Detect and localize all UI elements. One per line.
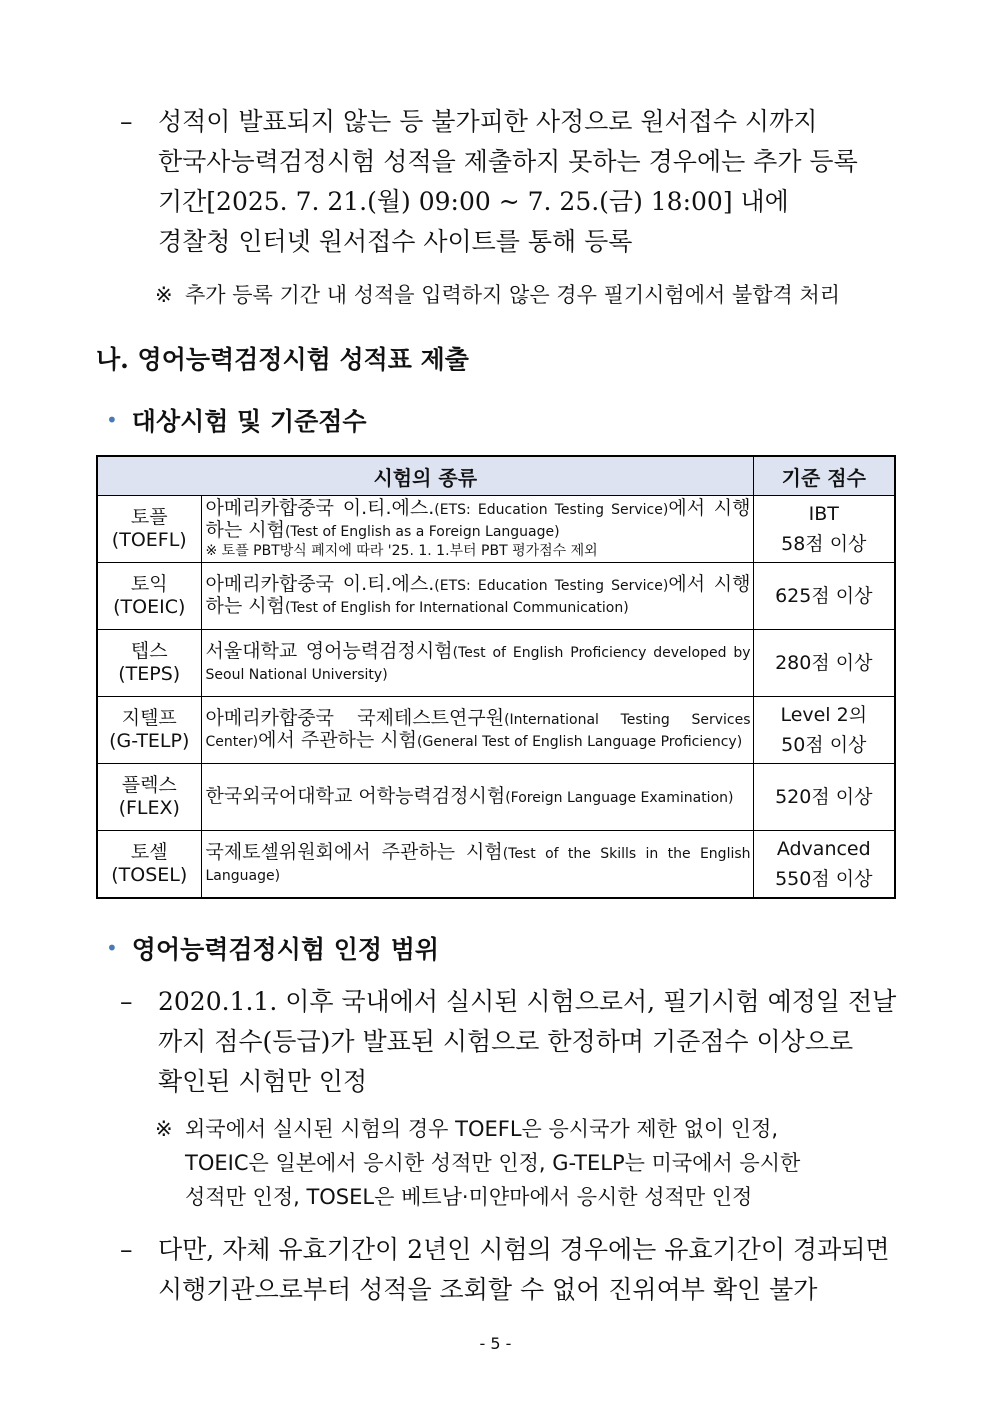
desc-en: (International Testing Services Center) (205, 712, 751, 750)
exam-name-cell (97, 563, 201, 630)
range-paragraph-2 (120, 1230, 898, 1310)
intro-note (155, 278, 895, 312)
desc-ko: 아메리카합중국 이.티.에스. (205, 573, 435, 595)
exam-name: 텝스 (130, 640, 168, 662)
range-note-line: 외국에서 실시된 시험의 경우 TOEFL은 응시국가 제한 없이 인정, (185, 1117, 779, 1141)
exam-abbr: (TOEIC) (113, 596, 186, 618)
desc-en2: (Test of English for International Communication) (284, 600, 629, 616)
exam-name-cell (97, 630, 201, 697)
intro-paragraph (120, 102, 898, 262)
range-note-line: TOEIC은 일본에서 응시한 성적만 인정, G-TELP는 미국에서 응시한 (185, 1151, 801, 1175)
subheading-text: 영어능력검정시험 인정 범위 (131, 935, 440, 964)
desc-ko: 아메리카합중국 국제테스트연구원 (205, 707, 505, 729)
bullet-icon: • (106, 408, 118, 432)
score-cell (753, 764, 895, 831)
exam-name: 플렉스 (121, 774, 177, 796)
exam-name: 지텔프 (121, 707, 177, 729)
exam-abbr: (FLEX) (118, 797, 180, 819)
subheading-recognition-range (106, 930, 439, 966)
score-cell (753, 697, 895, 764)
intro-line: 경찰청 인터넷 원서접수 사이트를 통해 등록 (158, 227, 633, 256)
exam-desc-cell (201, 764, 753, 831)
score-cell (753, 630, 895, 697)
subheading-target-exams (106, 402, 367, 438)
exam-name: 토셀 (130, 840, 168, 863)
score-cell (753, 831, 895, 898)
intro-line: 성적이 발표되지 않는 등 불가피한 사정으로 원서접수 시까지 (158, 107, 818, 136)
score-line: 58점 이상 (781, 533, 867, 555)
table-row (97, 697, 895, 764)
desc-en: (Test of the Skills in the English Language) (205, 845, 751, 884)
exam-name-cell (97, 764, 201, 831)
exam-abbr: (G-TELP) (109, 730, 190, 752)
score-line: 280점 이상 (775, 652, 873, 674)
exam-abbr: (TOSEL) (111, 863, 188, 886)
range-note-line: 성적만 인정, TOSEL은 베트남·미얀마에서 응시한 성적만 인정 (185, 1185, 753, 1209)
table-row (97, 831, 895, 898)
exam-name-cell (97, 697, 201, 764)
desc-note: ※ 토플 PBT방식 폐지에 따라 '25. 1. 1.부터 PBT 평가점수 제외 (205, 543, 598, 559)
exam-abbr: (TOEFL) (111, 529, 187, 551)
table-header-row (97, 456, 895, 496)
exam-desc-cell (201, 563, 753, 630)
score-line: 520점 이상 (775, 786, 873, 808)
dash-mark: – (120, 1235, 133, 1264)
intro-line: 한국사능력검정시험 성적을 제출하지 못하는 경우에는 추가 등록 (158, 147, 858, 176)
dash-mark: – (120, 107, 133, 136)
header-exam-type: 시험의 종류 (97, 456, 753, 496)
table-row (97, 764, 895, 831)
desc-en2: (Test of English as a Foreign Language) (284, 524, 560, 540)
desc-en: (Foreign Language Examination) (505, 790, 734, 806)
range-note (155, 1112, 895, 1214)
desc-ko2: 에서 주관하는 시험 (258, 729, 418, 751)
score-cell (753, 563, 895, 630)
score-line: 50점 이상 (781, 734, 867, 756)
table-row (97, 496, 895, 563)
score-line: 550점 이상 (775, 867, 873, 890)
desc-ko: 국제토셀위원회에서 주관하는 시험 (205, 840, 503, 863)
note-mark: ※ (155, 283, 173, 307)
exam-abbr: (TEPS) (118, 663, 181, 685)
exam-desc-cell (201, 831, 753, 898)
desc-ko: 서울대학교 영어능력검정시험 (205, 640, 453, 662)
exam-score-table (96, 455, 896, 899)
exam-desc-cell (201, 697, 753, 764)
score-line: Level 2의 (780, 704, 868, 726)
desc-en: (ETS: Education Testing Service) (434, 578, 669, 594)
table-row (97, 630, 895, 697)
intro-line: 기간[2025. 7. 21.(월) 09:00 ~ 7. 25.(금) 18:00] 내에 (158, 187, 789, 216)
score-line: IBT (808, 503, 839, 525)
exam-name: 토플 (130, 506, 168, 528)
range-line: 다만, 자체 유효기간이 2년인 시험의 경우에는 유효기간이 경과되면 (158, 1235, 890, 1264)
range-line: 시행기관으로부터 성적을 조회할 수 없어 진위여부 확인 불가 (158, 1275, 818, 1304)
score-line: 625점 이상 (775, 585, 873, 607)
section-heading: 나. 영어능력검정시험 성적표 제출 (96, 345, 469, 374)
bullet-icon: • (106, 936, 118, 960)
page-number: - 5 - (479, 1334, 512, 1353)
subheading-text: 대상시험 및 기준점수 (131, 407, 367, 436)
exam-name-cell (97, 496, 201, 563)
exam-desc-cell (201, 630, 753, 697)
desc-en: (ETS: Education Testing Service) (434, 502, 669, 518)
intro-note-text: 추가 등록 기간 내 성적을 입력하지 않은 경우 필기시험에서 불합격 처리 (185, 283, 841, 307)
desc-ko2: 에서 시행하는 시험 (205, 497, 751, 541)
exam-name: 토익 (130, 573, 168, 595)
table-row (97, 563, 895, 630)
range-line: 까지 점수(등급)가 발표된 시험으로 한정하며 기준점수 이상으로 (158, 1027, 854, 1056)
dash-mark: – (120, 987, 133, 1016)
score-cell (753, 496, 895, 563)
desc-en2: (General Test of English Language Proficiency) (417, 734, 743, 750)
exam-name-cell (97, 831, 201, 898)
desc-ko: 아메리카합중국 이.티.에스. (205, 497, 435, 519)
range-paragraph-1 (120, 982, 898, 1102)
header-base-score: 기준 점수 (753, 456, 895, 496)
score-line: Advanced (776, 837, 871, 860)
range-line: 2020.1.1. 이후 국내에서 실시된 시험으로서, 필기시험 예정일 전날 (158, 987, 897, 1016)
note-mark: ※ (155, 1117, 173, 1141)
exam-desc-cell (201, 496, 753, 563)
desc-ko2: 에서 시행하는 시험 (205, 573, 751, 617)
desc-ko: 한국외국어대학교 어학능력검정시험 (205, 785, 506, 807)
range-line: 확인된 시험만 인정 (158, 1067, 368, 1096)
desc-en: (Test of English Proficiency developed by Seoul National University) (205, 645, 751, 683)
